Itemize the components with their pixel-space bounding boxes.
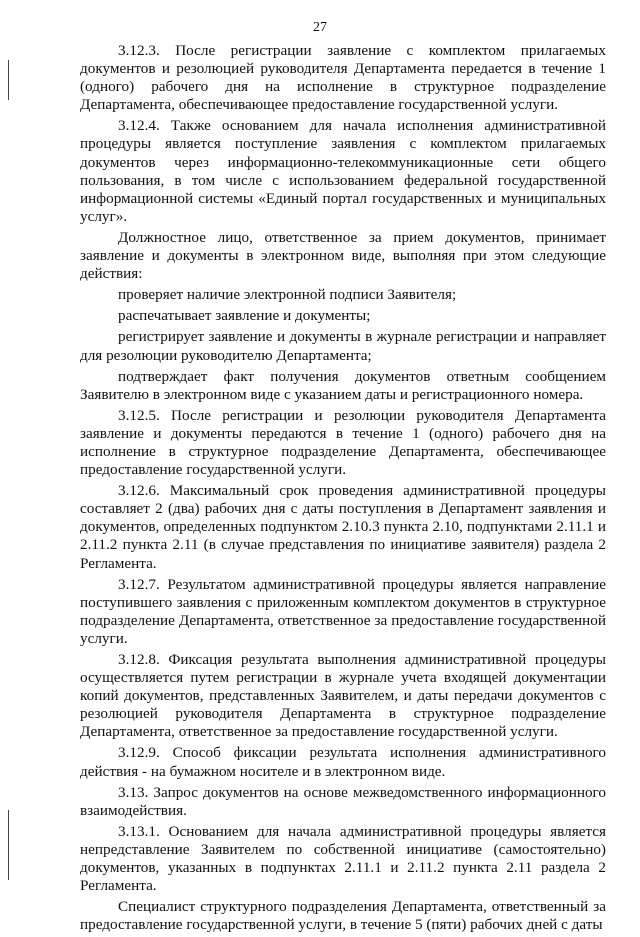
page-number: 27 <box>313 20 327 35</box>
paragraph-3-12-7: 3.12.7. Результатом административной процедуры является направление поступившего заявления с приложенным комплектом документов в структурное подразделение Департамента, ответственное за предоставление государственной услуги. <box>80 575 606 647</box>
paragraph-3-13: 3.13. Запрос документов на основе межведомственного информационного взаимодействия. <box>80 783 606 819</box>
scan-margin-line <box>8 60 9 100</box>
action-item-register: регистрирует заявление и документы в журнале регистрации и направляет для резолюции руководителю Департамента; <box>80 328 606 364</box>
paragraph-3-13-1: 3.13.1. Основанием для начала административной процедуры является непредставление Заявителем по собственной инициативе (самостоятельно) документов, указанных в подпунктах 2.11.1 и 2.11.2 пункта 2.11 раздела 2 Регламента. <box>80 822 606 895</box>
paragraph-specialist: Специалист структурного подразделения Департамента, ответственный за предоставление государственной услуги, в течение 5 (пяти) рабочих дней с даты <box>80 898 606 934</box>
paragraph-official-actions: Должностное лицо, ответственное за прием документов, принимает заявление и документы в электронном виде, выполняя при этом следующие действия: <box>80 228 606 283</box>
paragraph-3-12-8: 3.12.8. Фиксация результата выполнения административной процедуры осуществляется путем регистрации в журнале учета входящей документации копий документов, представленных Заявителем, и даты передачи документов с резолюцией руководителя Департамента в структурное подразделение Департамента, ответственное за предоставление государственной услуги. <box>80 651 606 741</box>
paragraph-3-12-6: 3.12.6. Максимальный срок проведения административной процедуры составляет 2 (два) рабочих дня с даты поступления в Департамент заявления и документов, определенных подпунктом 2.10.3 пункта 2.10, подпунктами 2.11.1 и 2.11.2 пункта 2.11 (в случае представления по инициативе заявителя) раздела 2 Регламента. <box>80 482 606 572</box>
paragraph-3-12-3: 3.12.3. После регистрации заявление с комплектом прилагаемых документов и резолюцией руководителя Департамента передается в течение 1 (одного) рабочего дня на исполнение в структурное подразделение Департамента, обеспечивающее предоставление государственной услуги. <box>80 42 606 114</box>
scan-margin-line <box>8 810 9 880</box>
paragraph-3-12-5: 3.12.5. После регистрации и резолюции руководителя Департамента заявление и документы передаются в течение 1 (одного) рабочего дня на исполнение в структурное подразделение Департамента, обеспечивающее предоставление государственной услуги. <box>80 406 606 479</box>
document-body <box>80 42 606 937</box>
action-item-confirm: подтверждает факт получения документов ответным сообщением Заявителю в электронном виде с указанием даты и регистрационного номера. <box>80 367 606 403</box>
action-item-print: распечатывает заявление и документы; <box>118 307 371 325</box>
paragraph-3-12-4: 3.12.4. Также основанием для начала исполнения административной процедуры является поступление заявления с комплектом прилагаемых документов через информационно-телекоммуникационные сети общего пользования, в том числе с использованием федеральной государственной информационной системы «Единый портал государственных и муниципальных услуг». <box>80 117 606 225</box>
paragraph-3-12-9: 3.12.9. Способ фиксации результата исполнения административного действия - на бумажном носителе и в электронном виде. <box>80 744 606 780</box>
action-item-check-signature: проверяет наличие электронной подписи Заявителя; <box>118 286 457 304</box>
